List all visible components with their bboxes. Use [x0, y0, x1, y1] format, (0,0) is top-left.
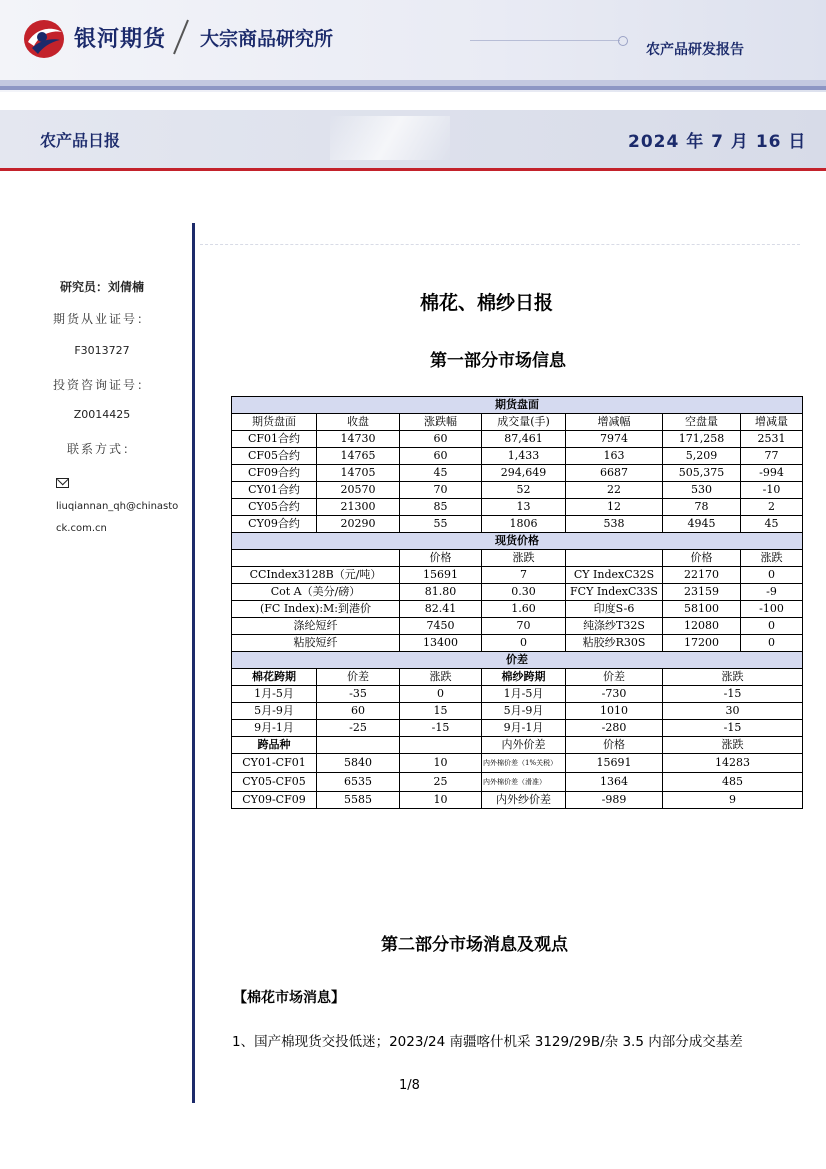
col-header: [400, 737, 482, 754]
futures-row: [232, 431, 803, 448]
spread-section-title: 价差: [232, 652, 803, 669]
futures-row: [232, 465, 803, 482]
brand-name: 银河期货: [74, 27, 167, 52]
cell: 21300: [317, 499, 400, 516]
cell: CY05合约: [232, 499, 317, 516]
cell: 0: [482, 635, 566, 652]
cell: 55: [400, 516, 482, 533]
col-header: 棉花跨期: [232, 669, 317, 686]
col-header: 涨跌: [741, 550, 803, 567]
cell: 1月-5月: [232, 686, 317, 703]
col-header: 价格: [663, 550, 741, 567]
document-title: 棉花、棉纱日报: [420, 292, 554, 314]
spot-row: [232, 601, 803, 618]
col-header: 空盘量: [663, 414, 741, 431]
cell: 52: [482, 482, 566, 499]
col-header: 价格: [566, 737, 663, 754]
cell: 14283: [663, 754, 803, 773]
cell: 70: [482, 618, 566, 635]
cross-row: [232, 754, 803, 773]
invest-cert-number: Z0014425: [73, 408, 131, 421]
cell: 87,461: [482, 431, 566, 448]
cell: CY01合约: [232, 482, 317, 499]
cell: 14705: [317, 465, 400, 482]
cell: 22: [566, 482, 663, 499]
cell: CF05合约: [232, 448, 317, 465]
col-header: 价差: [566, 669, 663, 686]
separator-slash-icon: [170, 18, 192, 56]
cell: 538: [566, 516, 663, 533]
cell: 505,375: [663, 465, 741, 482]
col-header: 棉纱跨期: [482, 669, 566, 686]
cell: 7974: [566, 431, 663, 448]
cell: 4945: [663, 516, 741, 533]
cross-row: [232, 773, 803, 792]
cell: CY05-CF05: [232, 773, 317, 792]
cell: 1,433: [482, 448, 566, 465]
col-header: [317, 737, 400, 754]
cell: 58100: [663, 601, 741, 618]
cotton-news-heading: 【棉花市场消息】: [233, 990, 345, 1006]
futures-row: [232, 448, 803, 465]
spread-row: [232, 720, 803, 737]
cell: 1月-5月: [482, 686, 566, 703]
cell: 5840: [317, 754, 400, 773]
col-header: 涨跌: [663, 737, 803, 754]
cell: 1.60: [482, 601, 566, 618]
cell: 0.30: [482, 584, 566, 601]
cell: 485: [663, 773, 803, 792]
spot-row: [232, 618, 803, 635]
col-header: 期货盘面: [232, 414, 317, 431]
spread-row: [232, 703, 803, 720]
cell: 82.41: [400, 601, 482, 618]
futures-row: [232, 516, 803, 533]
col-header: 涨跌幅: [400, 414, 482, 431]
cell: 530: [663, 482, 741, 499]
cell: 22170: [663, 567, 741, 584]
futures-cert-label: 期货从业证号：: [52, 312, 151, 326]
content-top-dashline: [200, 244, 800, 245]
col-header: 增减幅: [566, 414, 663, 431]
galaxy-logo-icon: [22, 18, 66, 60]
cell: 12: [566, 499, 663, 516]
market-info-table: [231, 396, 803, 809]
cell: 9月-1月: [482, 720, 566, 737]
part-one-heading: 第一部分市场信息: [430, 351, 566, 371]
cell: -280: [566, 720, 663, 737]
cell: 45: [400, 465, 482, 482]
header-band: [0, 0, 826, 92]
cell: 13400: [400, 635, 482, 652]
col-header: 价差: [317, 669, 400, 686]
email-line-2: ck.com.cn: [56, 523, 107, 534]
sidebar-divider: [192, 223, 195, 1103]
page-number: 1/8: [399, 1078, 420, 1093]
cell: 2531: [741, 431, 803, 448]
cell: -9: [741, 584, 803, 601]
cell: 0: [741, 635, 803, 652]
cell: 5,209: [663, 448, 741, 465]
cell: 5585: [317, 792, 400, 809]
header-decoration-line: [470, 40, 620, 41]
spread-row: [232, 686, 803, 703]
col-header: 涨跌: [663, 669, 803, 686]
header-decoration-dot: [618, 36, 628, 46]
futures-row: [232, 499, 803, 516]
cell: -15: [400, 720, 482, 737]
cell: -989: [566, 792, 663, 809]
cell: -35: [317, 686, 400, 703]
cell: CY IndexC32S: [566, 567, 663, 584]
cell: 0: [741, 618, 803, 635]
cell: 内外棉价差（1%关税）: [482, 754, 566, 773]
cell: 10: [400, 792, 482, 809]
col-header: 成交量(手): [482, 414, 566, 431]
cell: 15691: [400, 567, 482, 584]
sub-title: 农产品日报: [40, 131, 121, 150]
cell: (FC Index):M:到港价: [232, 601, 400, 618]
col-header: 内外价差: [482, 737, 566, 754]
cell: 45: [741, 516, 803, 533]
cell: CY01-CF01: [232, 754, 317, 773]
cell: 涤纶短纤: [232, 618, 400, 635]
cell: CY09合约: [232, 516, 317, 533]
cell: 163: [566, 448, 663, 465]
col-header: [566, 550, 663, 567]
cell: 70: [400, 482, 482, 499]
mail-icon: [56, 478, 69, 488]
cell: -994: [741, 465, 803, 482]
cell: 77: [741, 448, 803, 465]
cell: 294,649: [482, 465, 566, 482]
cell: -15: [663, 686, 803, 703]
cell: 15: [400, 703, 482, 720]
contact-label: 联系方式：: [66, 442, 137, 456]
cell: -10: [741, 482, 803, 499]
cell: 0: [400, 686, 482, 703]
cell: 印度S-6: [566, 601, 663, 618]
part-two-heading: 第二部分市场消息及观点: [381, 935, 568, 955]
cell: 粘胶纱R30S: [566, 635, 663, 652]
col-header: 收盘: [317, 414, 400, 431]
report-date: 2024 年 7 月 16 日: [628, 132, 807, 152]
cell: 171,258: [663, 431, 741, 448]
cell: CCIndex3128B（元/吨）: [232, 567, 400, 584]
institute-name: 大宗商品研究所: [200, 28, 334, 50]
cell: -25: [317, 720, 400, 737]
cell: 60: [317, 703, 400, 720]
cell: 14730: [317, 431, 400, 448]
cell: 粘胶短纤: [232, 635, 400, 652]
cell: 1364: [566, 773, 663, 792]
col-header: 跨品种: [232, 737, 317, 754]
col-header: 涨跌: [400, 669, 482, 686]
cell: 7: [482, 567, 566, 584]
cell: 2: [741, 499, 803, 516]
cell: -730: [566, 686, 663, 703]
futures-section-title: 期货盘面: [232, 397, 803, 414]
cell: 60: [400, 431, 482, 448]
cell: 5月-9月: [482, 703, 566, 720]
cell: CF09合约: [232, 465, 317, 482]
cell: -100: [741, 601, 803, 618]
cell: 6535: [317, 773, 400, 792]
cell: CY09-CF09: [232, 792, 317, 809]
col-header: [232, 550, 400, 567]
futures-header-row: [232, 414, 803, 431]
cell: 7450: [400, 618, 482, 635]
report-type: 农产品研发报告: [646, 42, 744, 58]
cell: 20290: [317, 516, 400, 533]
cell: 85: [400, 499, 482, 516]
cell: 17200: [663, 635, 741, 652]
contact-email[interactable]: [56, 474, 186, 540]
cell: 纯涤纱T32S: [566, 618, 663, 635]
cell: CF01合约: [232, 431, 317, 448]
cross-header-row: [232, 737, 803, 754]
futures-cert-number: F3013727: [74, 344, 130, 357]
cell: -15: [663, 720, 803, 737]
red-divider: [0, 168, 826, 171]
cell: 23159: [663, 584, 741, 601]
cell: 5月-9月: [232, 703, 317, 720]
cell: 9: [663, 792, 803, 809]
cell: 14765: [317, 448, 400, 465]
cell: 0: [741, 567, 803, 584]
header-stripe-dark: [0, 86, 826, 90]
invest-cert-label: 投资咨询证号：: [52, 378, 151, 392]
cell: 30: [663, 703, 803, 720]
spot-row: [232, 584, 803, 601]
cell: 9月-1月: [232, 720, 317, 737]
spot-section-title: 现货价格: [232, 533, 803, 550]
cell: 81.80: [400, 584, 482, 601]
cell: Cot A（美分/磅）: [232, 584, 400, 601]
cross-row: [232, 792, 803, 809]
cell: 6687: [566, 465, 663, 482]
futures-row: [232, 482, 803, 499]
cell: 15691: [566, 754, 663, 773]
col-header: 增减量: [741, 414, 803, 431]
col-header: 涨跌: [482, 550, 566, 567]
cell: 1806: [482, 516, 566, 533]
col-header: 价格: [400, 550, 482, 567]
cell: 13: [482, 499, 566, 516]
cell: 25: [400, 773, 482, 792]
spot-header-row: [232, 550, 803, 567]
news-paragraph-1: 1、国产棉现货交投低迷；2023/24 南疆喀什机采 3129/29B/杂 3.5 内部分成交基差: [232, 1034, 743, 1050]
cell: FCY IndexC33S: [566, 584, 663, 601]
cell: 78: [663, 499, 741, 516]
email-line-1: liuqiannan_qh@chinasto: [56, 501, 179, 512]
spot-row: [232, 635, 803, 652]
spread-header-row: [232, 669, 803, 686]
cell: 内外棉价差（滑准）: [482, 773, 566, 792]
researcher-name: 研究员：刘倩楠: [59, 280, 144, 294]
cell: 10: [400, 754, 482, 773]
cell: 12080: [663, 618, 741, 635]
cell: 1010: [566, 703, 663, 720]
spot-row: [232, 567, 803, 584]
cell: 60: [400, 448, 482, 465]
cell: 20570: [317, 482, 400, 499]
cell: 内外纱价差: [482, 792, 566, 809]
